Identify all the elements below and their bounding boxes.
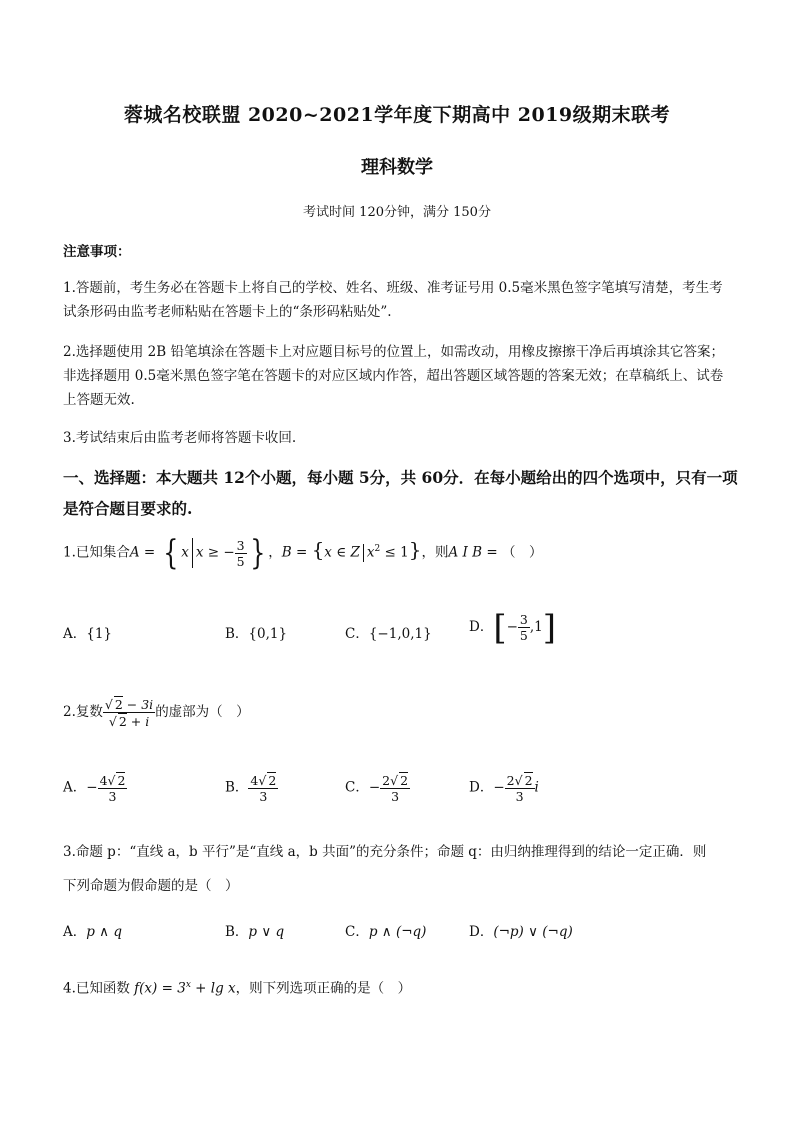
- q2-option-a[interactable]: [63, 772, 127, 804]
- page-subtitle: 理科数学: [361, 157, 433, 178]
- option-label: B．: [225, 924, 249, 940]
- q1-sep: ，: [268, 544, 282, 561]
- option-label: C．: [345, 779, 369, 796]
- option-label: A．: [63, 924, 87, 940]
- frac-num: 4√ 2: [99, 773, 126, 788]
- option-value: (¬p) ∨ (¬q): [493, 924, 573, 940]
- q2-num: √ 2 − 3i: [104, 697, 154, 712]
- frac-sqrt: 2: [524, 773, 533, 788]
- q1-b-cond-exp: 2: [374, 544, 381, 554]
- q1-frac-den: 5: [236, 553, 245, 569]
- frac-num: 4√ 2: [250, 773, 277, 788]
- exam-info: 考试时间 120分钟，满分 150分: [303, 205, 491, 220]
- q4-prefix: 4.已知函数: [63, 980, 135, 997]
- page-title: 蓉城名校联盟 2020~2021学年度下期高中 2019级期末联考: [123, 104, 671, 126]
- q4-rest: + lg x: [190, 980, 236, 997]
- frac-sqrt: 2: [268, 773, 277, 788]
- option-label: D．: [469, 779, 494, 796]
- q3-option-d[interactable]: [469, 920, 573, 940]
- option-label: A．: [63, 626, 87, 642]
- frac-sqrt: 2: [117, 773, 126, 788]
- note-item-3: 3.考试结束后由监考老师将答题卡收回.: [63, 430, 297, 446]
- option-value: {0,1}: [248, 626, 288, 642]
- option-fraction: [98, 772, 128, 804]
- q1-fraction: [235, 538, 247, 569]
- option-label: C．: [345, 924, 369, 940]
- q2-option-d[interactable]: [469, 772, 539, 804]
- q2-suffix: 的虚部为（ ）: [155, 704, 250, 720]
- frac-num: 2√ 2: [382, 773, 409, 788]
- q1-b-cond-rest: ≤ 1: [380, 544, 409, 561]
- question-1: [63, 533, 543, 573]
- frac-den: 5: [519, 628, 528, 643]
- q2-den: √ 2 + i: [108, 714, 150, 729]
- option-value: p ∧ (¬q): [368, 924, 427, 940]
- frac-den: 3: [259, 789, 268, 804]
- right-bracket-icon: ]: [542, 607, 557, 648]
- q1-frac-num: 3: [236, 537, 245, 553]
- option-fraction: [380, 772, 410, 804]
- option-value: p ∨ q: [248, 924, 285, 940]
- q1-expr: A I B: [448, 544, 483, 561]
- left-bracket-icon: [: [493, 607, 507, 648]
- q2-prefix: 2.复数: [63, 704, 103, 720]
- q1-prefix: 1.已知集合: [63, 544, 130, 561]
- set-divider: [192, 538, 193, 568]
- q1-tail: = （ ）: [482, 544, 543, 561]
- q1-set-a: A: [129, 544, 140, 561]
- frac-coef: 2: [506, 773, 515, 788]
- option-value: {−1,0,1}: [368, 626, 432, 642]
- q4-exp: x: [185, 980, 191, 990]
- option-label: B．: [225, 779, 249, 796]
- q1-option-d[interactable]: [469, 607, 557, 648]
- notes-heading: 注意事项：: [63, 244, 131, 260]
- q2-option-b[interactable]: [225, 772, 278, 804]
- q4-suffix: ，则下列选项正确的是（ ）: [235, 980, 412, 997]
- option-fraction: [518, 612, 530, 643]
- q1-option-b[interactable]: [225, 622, 287, 642]
- frac-sqrt: 2: [400, 773, 409, 788]
- frac-den: 3: [108, 789, 117, 804]
- q1-eq-b: =: [291, 544, 312, 561]
- left-brace-icon: {: [311, 537, 325, 562]
- question-3-line-1: 3.命题 p：“直线 a，b 平行”是“直线 a，b 共面”的充分条件；命题 q：由归纳推理得到的结论一定正确．则: [63, 844, 707, 860]
- option-sign: −: [368, 779, 381, 796]
- left-brace-icon: {: [162, 533, 178, 573]
- option-sign: −: [493, 779, 505, 796]
- option-label: A．: [63, 779, 87, 796]
- q1-b-cond-base: x: [366, 544, 375, 561]
- option-label: B．: [225, 626, 249, 642]
- option-sign: −: [86, 779, 98, 796]
- set-divider: [363, 544, 364, 562]
- q1-b-set: x ∈ Z: [324, 544, 360, 561]
- q2-num-sqrt: 2: [114, 697, 123, 712]
- section-heading: 一、选择题：本大题共 12个小题，每小题 5分，共 60分．在每小题给出的四个选项中，只有一项是符合题目要求的.: [63, 468, 738, 518]
- q2-option-c[interactable]: [345, 772, 410, 804]
- frac-coef: 4: [250, 773, 259, 788]
- option-tail: ,1: [529, 619, 543, 635]
- frac-num: 2√ 2: [506, 773, 533, 788]
- q1-cond: x ≥ −: [195, 544, 235, 561]
- q2-den-sqrt: 2: [118, 714, 127, 729]
- option-label: D．: [469, 924, 494, 940]
- q2-den-rest: + i: [126, 714, 150, 729]
- question-4: [63, 973, 411, 1001]
- frac-den: 3: [391, 789, 400, 804]
- option-neg: −: [506, 619, 518, 635]
- option-label: C．: [345, 626, 369, 642]
- q4-func: f(x) = 3: [134, 980, 186, 997]
- q1-var: x: [181, 544, 189, 561]
- note-item-1: 1.答题前，考生务必在答题卡上将自己的学校、姓名、班级、准考证号用 0.5毫米黑色签字笔填写清楚，考生考试条形码由监考老师粘贴在答题卡上的“条形码粘贴处”.: [63, 280, 723, 320]
- q1-eq: =: [139, 544, 160, 561]
- frac-coef: 2: [382, 773, 391, 788]
- option-value: p ∧ q: [86, 924, 122, 940]
- question-3-line-2: 下列命题为假命题的是（ ）: [63, 878, 239, 894]
- q1-option-a[interactable]: [63, 622, 112, 642]
- right-brace-icon: }: [408, 537, 422, 562]
- option-fraction: [505, 772, 535, 804]
- right-brace-icon: }: [249, 533, 265, 573]
- option-fraction: [248, 772, 278, 804]
- q3-option-b[interactable]: [225, 920, 284, 940]
- option-value: {1}: [86, 626, 113, 642]
- option-tail: i: [534, 779, 539, 796]
- question-2: [63, 696, 250, 729]
- note-item-2: 2.选择题使用 2B 铅笔填涂在答题卡上对应题目标号的位置上，如需改动，用橡皮擦擦干净后再填涂其它答案；非选择题用 0.5毫米黑色签字笔在答题卡的对应区域内作答，超出答题区域答题的答案无效；在草稿纸上、试卷上答题无效.: [63, 344, 724, 408]
- frac-num: 3: [519, 612, 528, 627]
- q1-suffix: ，则: [421, 544, 449, 561]
- q2-num-rest: − 3i: [122, 697, 154, 712]
- q3-option-c[interactable]: [345, 920, 426, 940]
- frac-den: 3: [515, 789, 524, 804]
- q2-fraction: [103, 696, 155, 729]
- q1-set-b: B: [281, 544, 292, 561]
- q3-option-a[interactable]: [63, 920, 122, 940]
- option-label: D．: [469, 619, 494, 635]
- q1-option-c[interactable]: [345, 622, 432, 642]
- frac-coef: 4: [99, 773, 108, 788]
